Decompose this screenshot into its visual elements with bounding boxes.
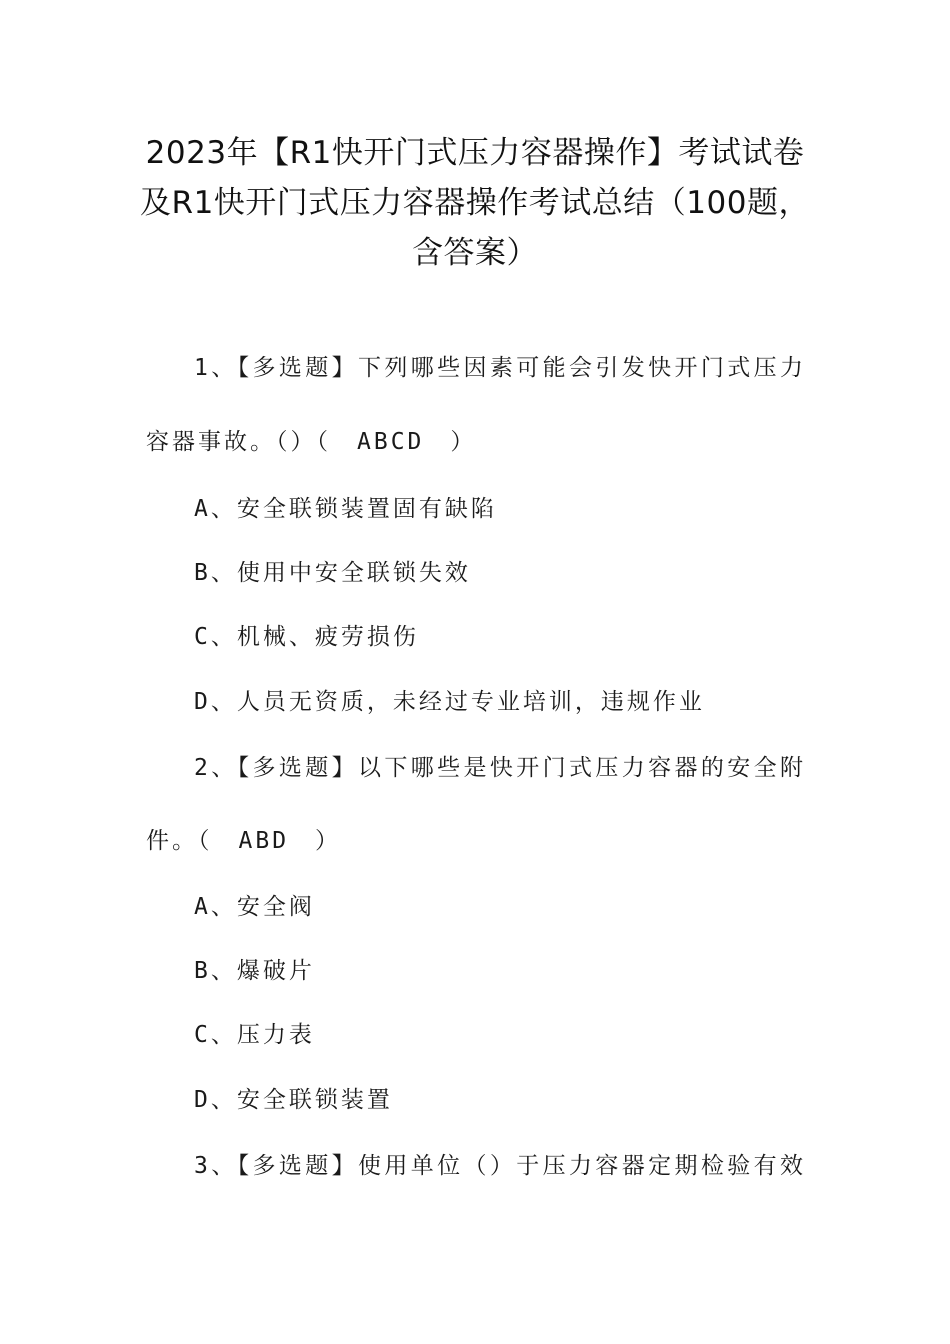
question-2-option-d: D、安全联锁装置 bbox=[194, 1087, 393, 1113]
document-title bbox=[120, 128, 830, 278]
question-1-stem-line-2: 容器事故。（）（ ABCD ） bbox=[146, 429, 477, 455]
question-2-option-b: B、爆破片 bbox=[194, 958, 315, 984]
question-1-option-c: C、机械、疲劳损伤 bbox=[194, 624, 419, 650]
question-2-option-a: A、安全阀 bbox=[194, 894, 315, 920]
question-2-stem-line-2: 件。（ ABD ） bbox=[146, 828, 342, 854]
question-2-stem-line-1: 2、【多选题】以下哪些是快开门式压力容器的安全附 bbox=[194, 755, 806, 781]
title-line-3: 含答案） bbox=[412, 235, 538, 271]
question-1-stem-line-1: 1、【多选题】下列哪些因素可能会引发快开门式压力 bbox=[194, 355, 806, 381]
question-2-option-c: C、压力表 bbox=[194, 1022, 315, 1048]
title-line-1: 2023年【R1快开门式压力容器操作】考试试卷 bbox=[145, 135, 805, 171]
title-line-2: 及R1快开门式压力容器操作考试总结（100题， bbox=[140, 185, 810, 221]
question-1-option-d: D、人员无资质，未经过专业培训，违规作业 bbox=[194, 689, 705, 715]
question-1-option-b: B、使用中安全联锁失效 bbox=[194, 560, 471, 586]
question-1-option-a: A、安全联锁装置固有缺陷 bbox=[194, 496, 497, 522]
question-3-stem-line-1: 3、【多选题】使用单位（）于压力容器定期检验有效 bbox=[194, 1153, 806, 1179]
